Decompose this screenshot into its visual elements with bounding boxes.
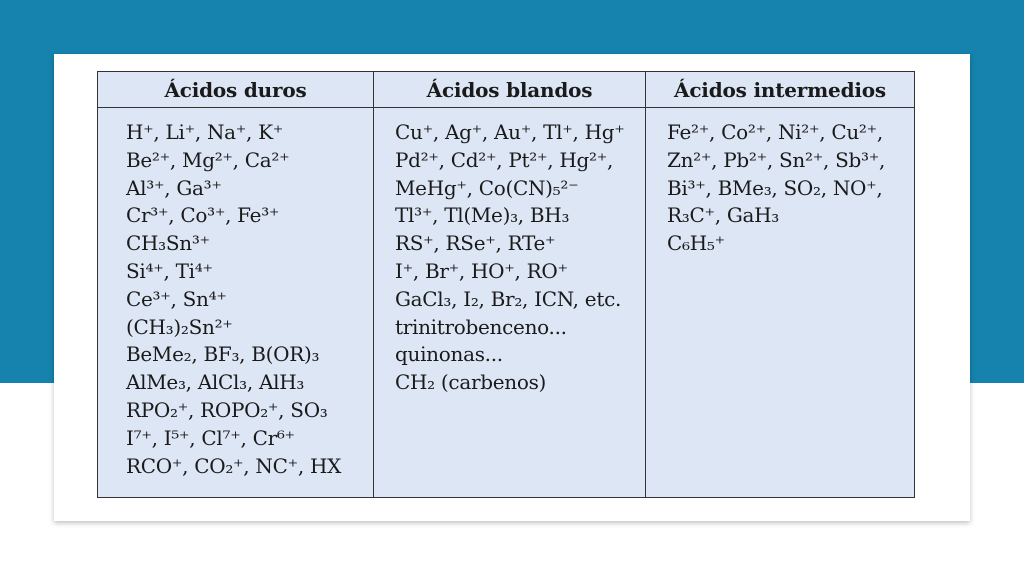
hard-acids-line: AlMe₃, AlCl₃, AlH₃ — [126, 370, 305, 395]
intermediate-acids-line: Fe²⁺, Co²⁺, Ni²⁺, Cu²⁺, — [667, 120, 883, 144]
header-intermediate-acids: Ácidos intermedios — [646, 72, 914, 108]
header-soft-acids: Ácidos blandos — [374, 72, 646, 108]
header-hard-acids: Ácidos duros — [98, 72, 374, 108]
soft-acids-line: quinonas... — [395, 342, 503, 367]
column-soft-acids — [374, 108, 646, 497]
intermediate-acids-line: Bi³⁺, BMe₃, SO₂, NO⁺, — [667, 175, 883, 200]
acids-table — [97, 71, 915, 498]
soft-acids-line: I⁺, Br⁺, HO⁺, RO⁺ — [395, 258, 568, 283]
hard-acids-line: RCO⁺, CO₂⁺, NC⁺, HX — [126, 453, 342, 478]
soft-acids-line: CH₂ (carbenos) — [395, 370, 547, 395]
soft-acids-line: RS⁺, RSe⁺, RTe⁺ — [395, 231, 556, 256]
hard-acids-line: H⁺, Li⁺, Na⁺, K⁺ — [126, 120, 284, 144]
hard-acids-line: I⁷⁺, I⁵⁺, Cl⁷⁺, Cr⁶⁺ — [126, 425, 295, 450]
slide-card — [54, 54, 970, 521]
hard-acids-line: Cr³⁺, Co³⁺, Fe³⁺ — [126, 203, 280, 228]
hard-acids-line: (CH₃)₂Sn²⁺ — [126, 314, 233, 339]
column-intermediate-acids — [646, 108, 914, 497]
hard-acids-line: BeMe₂, BF₃, B(OR)₃ — [126, 342, 320, 367]
soft-acids-line: MeHg⁺, Co(CN)₅²⁻ — [395, 175, 579, 200]
hard-acids-line: Be²⁺, Mg²⁺, Ca²⁺ — [126, 147, 290, 172]
soft-acids-line: GaCl₃, I₂, Br₂, ICN, etc. — [395, 286, 622, 311]
hard-acids-line: Ce³⁺, Sn⁴⁺ — [126, 286, 227, 311]
intermediate-acids-line: R₃C⁺, GaH₃ — [667, 203, 780, 228]
soft-acids-line: Tl³⁺, Tl(Me)₃, BH₃ — [395, 203, 570, 228]
hard-acids-line: CH₃Sn³⁺ — [126, 231, 210, 256]
soft-acids-line: Cu⁺, Ag⁺, Au⁺, Tl⁺, Hg⁺ — [395, 120, 625, 144]
soft-acids-line: Pd²⁺, Cd²⁺, Pt²⁺, Hg²⁺, — [395, 147, 614, 172]
hard-acids-line: RPO₂⁺, ROPO₂⁺, SO₃ — [126, 397, 328, 422]
hard-acids-line: Al³⁺, Ga³⁺ — [126, 175, 222, 200]
intermediate-acids-line: C₆H₅⁺ — [667, 231, 725, 256]
column-hard-acids — [98, 108, 374, 497]
intermediate-acids-line: Zn²⁺, Pb²⁺, Sn²⁺, Sb³⁺, — [667, 147, 886, 172]
soft-acids-line: trinitrobenceno... — [395, 314, 567, 339]
hard-acids-line: Si⁴⁺, Ti⁴⁺ — [126, 258, 213, 283]
